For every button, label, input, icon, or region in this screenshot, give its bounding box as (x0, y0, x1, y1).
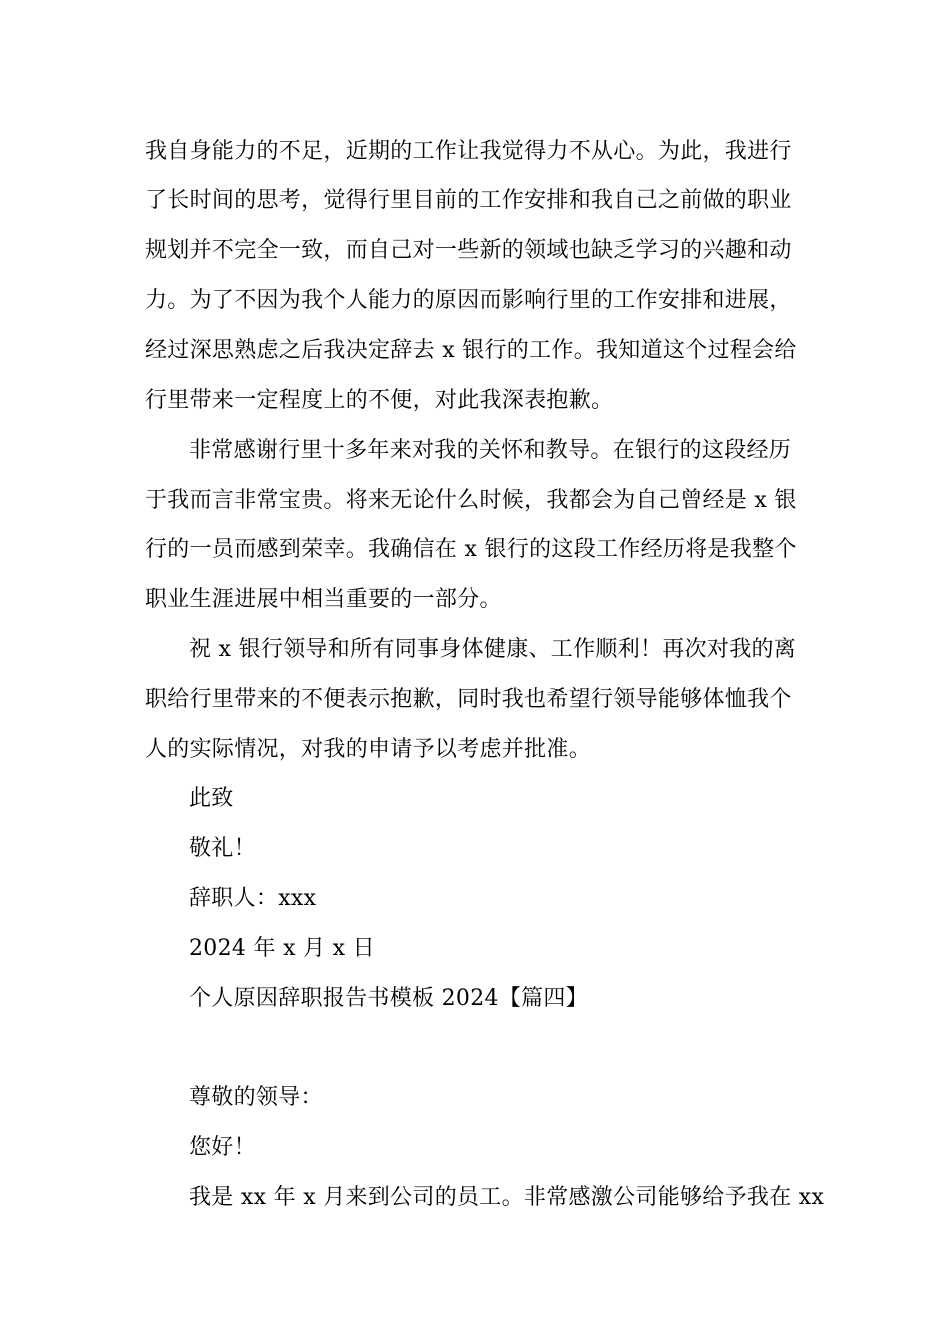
greeting-line: 您好！ (189, 1135, 256, 1160)
paragraph-line: 于我而言非常宝贵。将来无论什么时候，我都会为自己曾经是 x 银 (145, 488, 797, 513)
section-heading: 个人原因辞职报告书模板 2024【篇四】 (189, 986, 588, 1011)
paragraph-line: 力。为了不因为我个人能力的原因而影响行里的工作安排和进展， (145, 288, 792, 313)
paragraph-line: 非常感谢行里十多年来对我的关怀和教导。在银行的这段经历 (189, 438, 792, 463)
greeting-line: 尊敬的领导： (189, 1085, 323, 1110)
paragraph-line: 职给行里带来的不便表示抱歉，同时我也希望行领导能够体恤我个 (145, 687, 792, 712)
paragraph-line: 职业生涯进展中相当重要的一部分。 (145, 587, 502, 612)
paragraph-line: 规划并不完全一致，而自己对一些新的领域也缺乏学习的兴趣和动 (145, 238, 792, 263)
paragraph-line: 了长时间的思考，觉得行里目前的工作安排和我自己之前做的职业 (145, 188, 792, 213)
paragraph-line: 人的实际情况，对我的申请予以考虑并批准。 (145, 737, 592, 762)
paragraph-line: 我自身能力的不足，近期的工作让我觉得力不从心。为此，我进行 (145, 139, 792, 164)
paragraph-line: 行的一员而感到荣幸。我确信在 x 银行的这段工作经历将是我整个 (145, 537, 797, 562)
date-line: 2024 年 x 月 x 日 (189, 936, 375, 961)
paragraph-line: 祝 x 银行领导和所有同事身体健康、工作顺利！再次对我的离 (189, 637, 797, 662)
paragraph-line: 经过深思熟虑之后我决定辞去 x 银行的工作。我知道这个过程会给 (145, 338, 797, 363)
closing-regards: 敬礼！ (189, 836, 256, 861)
paragraph-line: 我是 xx 年 x 月来到公司的员工。非常感激公司能够给予我在 xx (189, 1185, 825, 1210)
signature-line: 辞职人：xxx (189, 886, 317, 911)
closing-salutation: 此致 (189, 786, 234, 811)
paragraph-line: 行里带来一定程度上的不便，对此我深表抱歉。 (145, 388, 614, 413)
